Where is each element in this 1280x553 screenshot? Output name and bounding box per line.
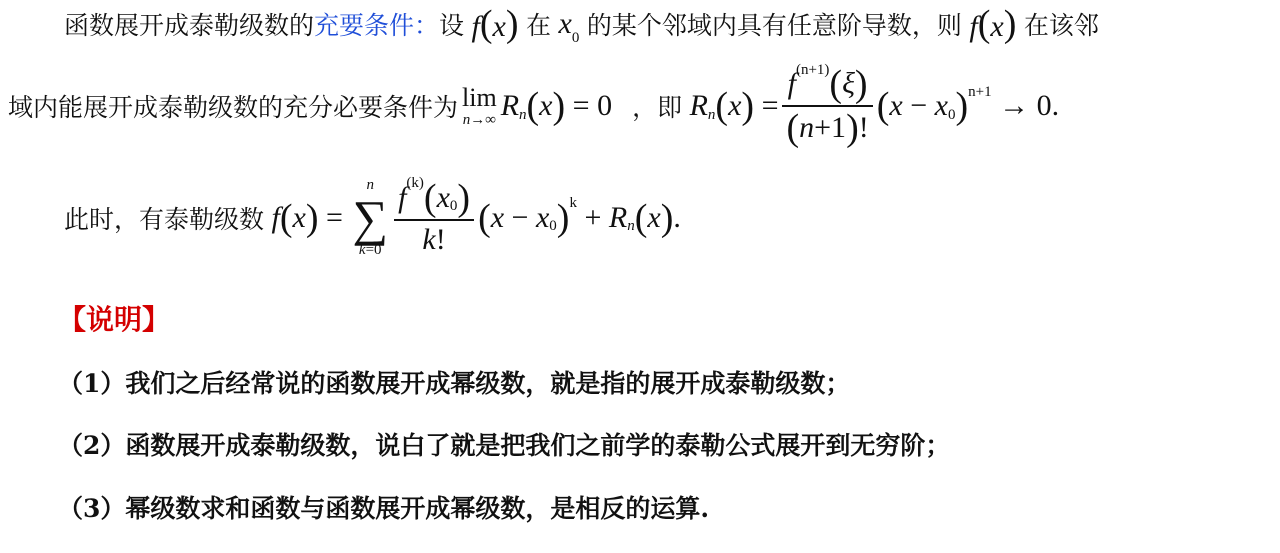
note-title: 【说明】 [58, 303, 171, 336]
text-let: 设 [439, 11, 465, 40]
note-item-text: （2）函数展开成泰勒级数，说白了就是把我们之前学的泰勒公式展开到无穷阶； [58, 431, 951, 460]
condition-line-1 [64, 2, 1099, 46]
formula-limit: lim n→∞ R n ( x ) = 0 [462, 82, 613, 128]
formula-remainder: R n ( x ) = f (n+1) ( ξ ) ( n +1 ) ! ( x − x 0 ) n+1 → 0. [682, 61, 1060, 149]
note-item-1 [58, 360, 850, 404]
note-item-3 [58, 485, 709, 529]
lead-text-3: 此时，有泰勒级数 [64, 204, 265, 234]
formula-fx-2: f(x) [961, 2, 1017, 45]
note-title-row [58, 296, 170, 340]
note-item-text: （3）幂级数求和函数与函数展开成幂级数，是相反的运算. [58, 494, 710, 523]
condition-line-2 [8, 56, 1059, 156]
text-ie: ，即 [632, 93, 683, 122]
highlight-text: 充要条件： [314, 11, 440, 40]
lead-text: 函数展开成泰勒级数的 [64, 11, 315, 40]
formula-taylor-series: f ( x ) = n ∑ k=0 f (k) ( x 0 ) k ! ( x − x 0 ) k + R n ( x ) . [264, 175, 681, 258]
note-item-2 [58, 422, 950, 466]
formula-fx: f(x) [464, 2, 519, 45]
note-item-text: （1）我们之后经常说的函数展开成幂级数，就是指的展开成泰勒级数； [58, 369, 851, 398]
taylor-series-line [64, 165, 681, 270]
text-in-that: 在该邻 [1023, 11, 1099, 40]
text-at: 在 [526, 11, 552, 40]
lim-subscript: n→∞ [462, 111, 496, 128]
formula-x0: $x_0$ [551, 7, 580, 46]
text-neighborhood: 的某个邻域内具有任意阶导数，则 [586, 11, 962, 40]
lead-text-2: 域内能展开成泰勒级数的充分必要条件为 [8, 93, 459, 122]
lim-word: lim [462, 82, 497, 112]
